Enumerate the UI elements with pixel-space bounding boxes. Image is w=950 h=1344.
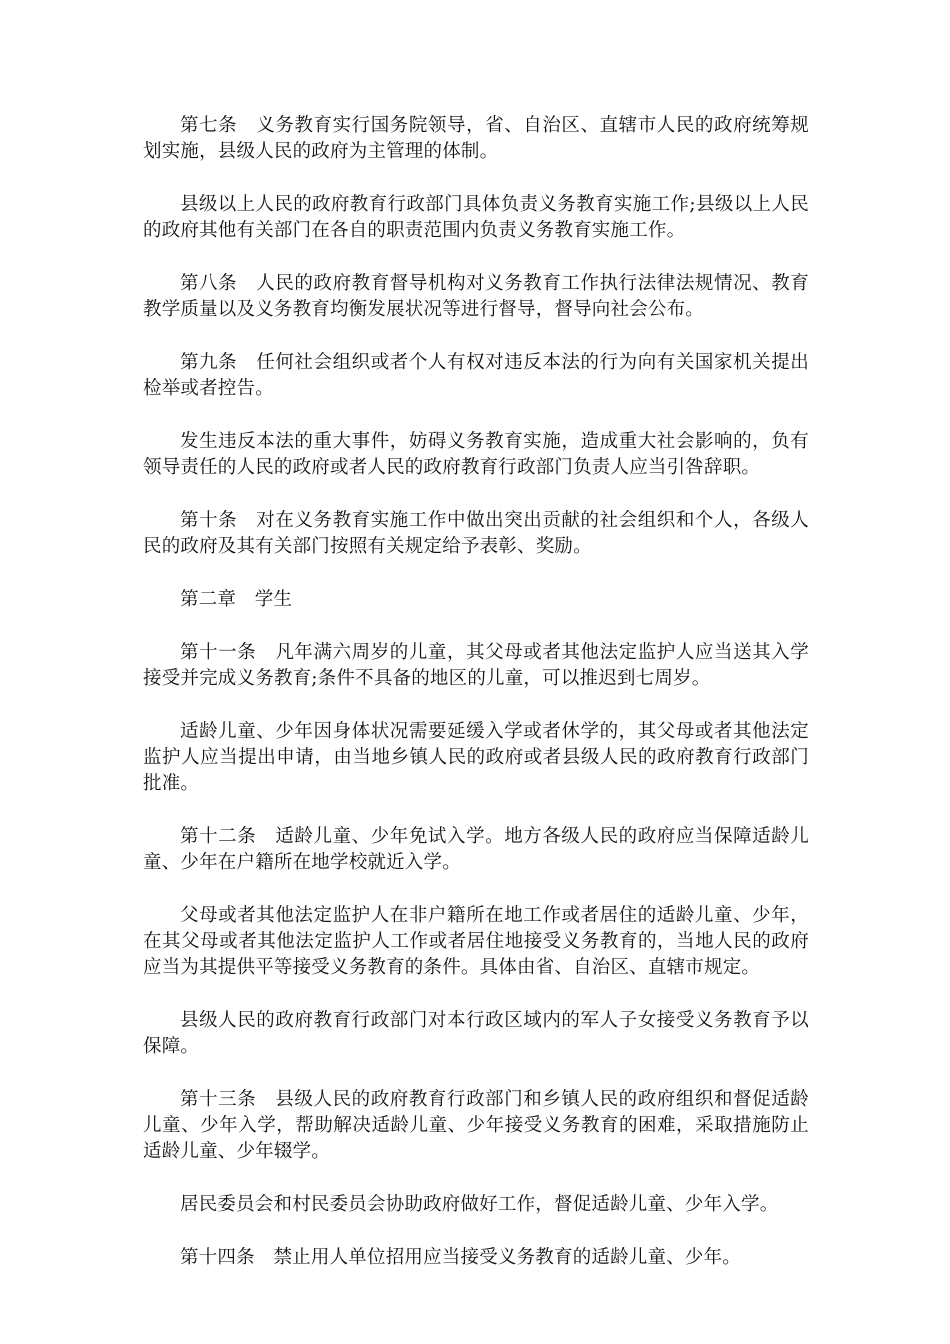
article-9-clause-2-paragraph: 发生违反本法的重大事件，妨碍义务教育实施，造成重大社会影响的，负有领导责任的人民的政府或者人民的政府教育行政部门负责人应当引咎辞职。 (143, 431, 809, 478)
article-11-paragraph: 第十一条 凡年满六周岁的儿童，其父母或者其他法定监护人应当送其入学接受并完成义务教育;条件不具备的地区的儿童，可以推迟到七周岁。 (143, 642, 809, 689)
article-12-clause-2-paragraph: 父母或者其他法定监护人在非户籍所在地工作或者居住的适龄儿童、少年，在其父母或者其他法定监护人工作或者居住地接受义务教育的，当地人民的政府应当为其提供平等接受义务教育的条件。具体由省、自治区、直辖市规定。 (143, 905, 809, 978)
article-7-clause-2-paragraph: 县级以上人民的政府教育行政部门具体负责义务教育实施工作;县级以上人民的政府其他有关部门在各自的职责范围内负责义务教育实施工作。 (143, 194, 809, 241)
article-14-paragraph: 第十四条 禁止用人单位招用应当接受义务教育的适龄儿童、少年。 (180, 1247, 742, 1268)
article-7-paragraph: 第七条 义务教育实行国务院领导，省、自治区、直辖市人民的政府统筹规划实施，县级人民的政府为主管理的体制。 (143, 115, 809, 162)
article-12-clause-3-paragraph: 县级人民的政府教育行政部门对本行政区域内的军人子女接受义务教育予以保障。 (143, 1010, 809, 1057)
article-13-clause-2-paragraph: 居民委员会和村民委员会协助政府做好工作，督促适龄儿童、少年入学。 (180, 1194, 779, 1215)
document-body (143, 113, 809, 1298)
article-9-paragraph: 第九条 任何社会组织或者个人有权对违反本法的行为向有关国家机关提出检举或者控告。 (143, 352, 809, 399)
article-11-clause-2-paragraph: 适龄儿童、少年因身体状况需要延缓入学或者休学的，其父母或者其他法定监护人应当提出申请，由当地乡镇人民的政府或者县级人民的政府教育行政部门批准。 (143, 721, 809, 794)
chapter-2-heading: 第二章 学生 (180, 589, 293, 610)
article-12-paragraph: 第十二条 适龄儿童、少年免试入学。地方各级人民的政府应当保障适龄儿童、少年在户籍所在地学校就近入学。 (143, 826, 809, 873)
article-13-paragraph: 第十三条 县级人民的政府教育行政部门和乡镇人民的政府组织和督促适龄儿童、少年入学，帮助解决适龄儿童、少年接受义务教育的困难，采取措施防止适龄儿童、少年辍学。 (143, 1089, 809, 1162)
article-10-paragraph: 第十条 对在义务教育实施工作中做出突出贡献的社会组织和个人，各级人民的政府及其有关部门按照有关规定给予表彰、奖励。 (143, 510, 809, 557)
article-8-paragraph: 第八条 人民的政府教育督导机构对义务教育工作执行法律法规情况、教育教学质量以及义务教育均衡发展状况等进行督导，督导向社会公布。 (143, 273, 809, 320)
